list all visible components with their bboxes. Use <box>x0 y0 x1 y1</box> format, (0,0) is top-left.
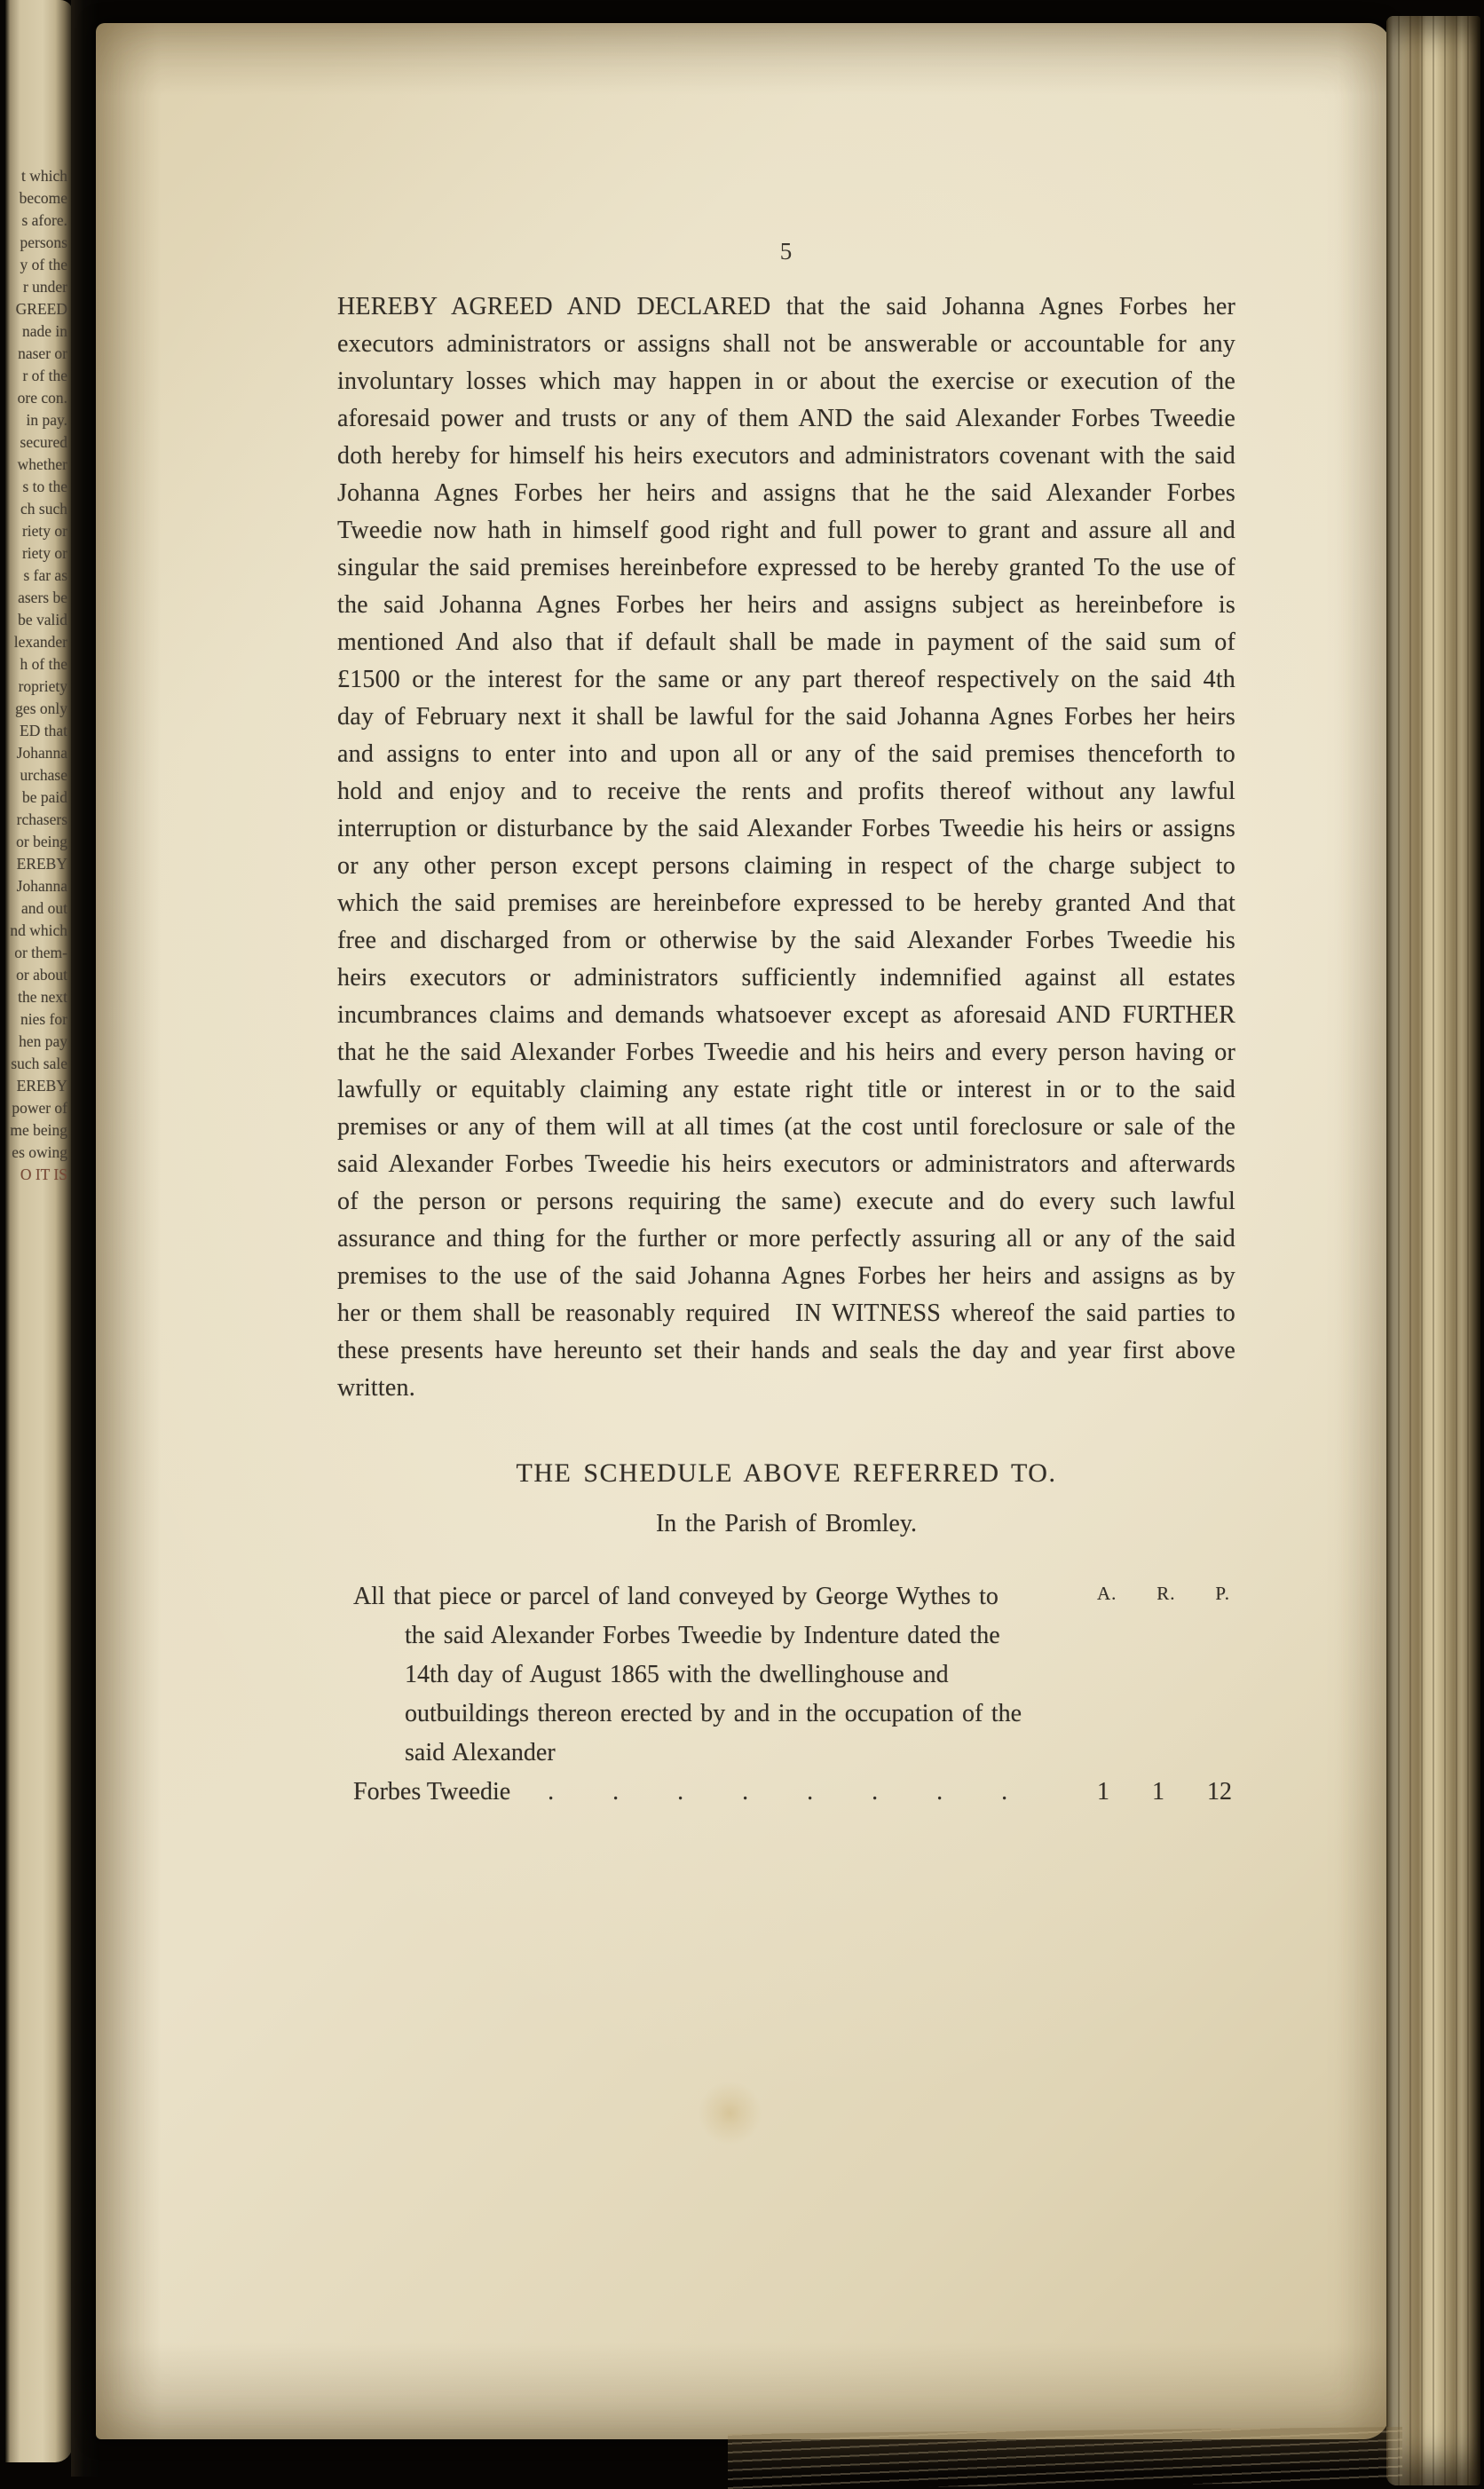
text-fragment: ges only <box>15 699 67 717</box>
text-fragment: ropriety <box>18 677 67 695</box>
text-fragment: s afore. <box>21 211 67 229</box>
area-value: 1 <box>1152 1778 1164 1806</box>
text-fragment: ch such <box>20 500 67 518</box>
previous-page-text-fragments <box>7 165 67 1186</box>
text-fragment: s far as <box>23 566 67 584</box>
text-fragment: O IT IS <box>20 1165 67 1183</box>
text-fragment: asers be <box>18 589 67 606</box>
text-fragment: me being <box>10 1121 67 1139</box>
text-fragment: nies for <box>20 1010 67 1028</box>
area-value: 1 <box>1097 1778 1109 1806</box>
text-fragment: hen pay <box>19 1032 67 1050</box>
page-number: 5 <box>779 238 793 265</box>
schedule-block <box>337 1577 1235 1812</box>
text-fragment: riety or <box>21 544 67 562</box>
text-fragment: secured <box>20 433 67 451</box>
schedule-area-values <box>1097 1773 1232 1812</box>
text-fragment: r under <box>22 278 67 296</box>
text-fragment: or being <box>16 833 67 850</box>
schedule-heading: THE SCHEDULE ABOVE REFERRED TO. <box>516 1458 1057 1488</box>
text-fragment: urchase <box>20 766 67 784</box>
schedule-parish-subheading: In the Parish of Bromley. <box>655 1510 918 1537</box>
bottom-page-edges <box>728 2427 1402 2489</box>
previous-page-sliver <box>5 0 73 2462</box>
text-fragment: whether <box>17 455 67 473</box>
text-fragment: Johanna <box>16 744 67 762</box>
text-fragment: t which <box>20 167 67 185</box>
deed-body-paragraph: HEREBY AGREED AND DECLARED that the said Johanna Agnes Forbes her executors administrators or assigns shall not be answerable or accountable for any involuntary losses which may happen in or about the exercise or execution of the aforesaid power and trusts or any of them AND the said Alexander Forbes Tweedie doth hereby for himself his heirs executors and administrators covenant with the said Johanna Agnes Forbes her heirs and assigns that he the said Alexander Forbes Tweedie now hath in himself good right and full power to grant and assure all and singular the said premises hereinbefore expressed to be hereby granted To the use of the said Johanna Agnes Forbes her heirs and assigns subject as hereinbefore is mentioned And also that if default shall be made in payment of the said sum of £1500 or the interest for the same or any part thereof respectively on the said 4th day of February next it shall be lawful for the said Johanna Agnes Forbes her heirs and assigns to enter into and upon all or any of the said premises thenceforth to hold and enjoy and to receive the rents and profits thereof without any lawful interruption or disturbance by the said Alexander Forbes Tweedie his heirs or assigns or any other person except persons claiming in respect of the charge subject to which the said premises are hereinbefore expressed to be hereby granted And that free and discharged from or otherwise by the said Alexander Forbes Tweedie his heirs executors or administrators sufficiently indemnified against all estates incumbrances claims and demands whatsoever except as aforesaid AND FURTHER that he the said Alexander Forbes Tweedie and his heirs and every person having or lawfully or equitably claiming any estate right title or interest in or to the said premises or any of them will at all times (at the cost until foreclosure or sale of the said Alexander Forbes Tweedie his heirs executors or administrators and afterwards of the person or persons requiring the same) execute and do every such lawful assurance and thing for the further or more perfectly assuring all or any of the said premises to the use of the said Johanna Agnes Forbes her heirs and assigns as by her or them shall be reasonably required IN WITNESS whereof the said parties to these presents have hereunto set their hands and seals the day and year first above written. <box>337 293 1235 1402</box>
text-fragment: EREBY <box>16 1077 67 1094</box>
text-fragment: or about <box>16 966 67 984</box>
text-fragment: Johanna <box>16 877 67 895</box>
dot-leader: ........ <box>548 1778 1067 1806</box>
document-page <box>96 23 1390 2439</box>
text-fragment: become <box>19 189 67 207</box>
text-fragment: riety or <box>21 522 67 540</box>
column-header: R. <box>1156 1583 1176 1604</box>
text-fragment: nade in <box>21 322 67 340</box>
text-fragment: and out <box>20 899 67 917</box>
text-fragment: EREBY <box>16 855 67 873</box>
text-fragment: rchasers <box>16 810 67 828</box>
area-value: 12 <box>1207 1778 1232 1806</box>
schedule-entry-end: Forbes Tweedie <box>353 1778 511 1806</box>
text-fragment: in pay. <box>26 411 67 429</box>
text-fragment: power of <box>12 1099 67 1117</box>
text-fragment: be paid <box>21 788 67 806</box>
text-fragment: h of the <box>20 655 67 673</box>
text-fragment: or them- <box>14 944 67 961</box>
text-fragment: r of the <box>22 367 67 384</box>
text-fragment: GREED <box>15 300 67 318</box>
schedule-entry-last-line <box>353 1773 1235 1812</box>
text-fragment: ED that <box>20 722 67 739</box>
text-fragment: be valid <box>18 611 67 628</box>
text-fragment: persons <box>20 233 67 251</box>
schedule-entry-text: All that piece or parcel of land conveyed by George Wythes to the said Alexander Forbes Tweedie by Indenture dated the 14th day of August 1865 with the dwellinghouse and outbuildings thereon erected by and in the occupation of the said Alexander <box>353 1583 1022 1766</box>
text-fragment: lexander <box>13 633 67 651</box>
schedule-column-headers <box>1097 1577 1230 1609</box>
column-header: A. <box>1097 1583 1117 1604</box>
text-fragment: nd which <box>10 921 67 939</box>
text-fragment: such sale <box>11 1055 67 1072</box>
column-header: P. <box>1215 1583 1230 1604</box>
text-fragment: es owing <box>12 1143 67 1161</box>
page-content <box>337 238 1235 1812</box>
text-fragment: ore con. <box>17 389 67 407</box>
text-fragment: y of the <box>20 256 67 273</box>
text-fragment: s to the <box>22 478 67 495</box>
text-fragment: the next <box>18 988 67 1006</box>
right-page-stack-edge <box>1386 16 1480 2485</box>
text-fragment: naser or <box>18 344 67 362</box>
